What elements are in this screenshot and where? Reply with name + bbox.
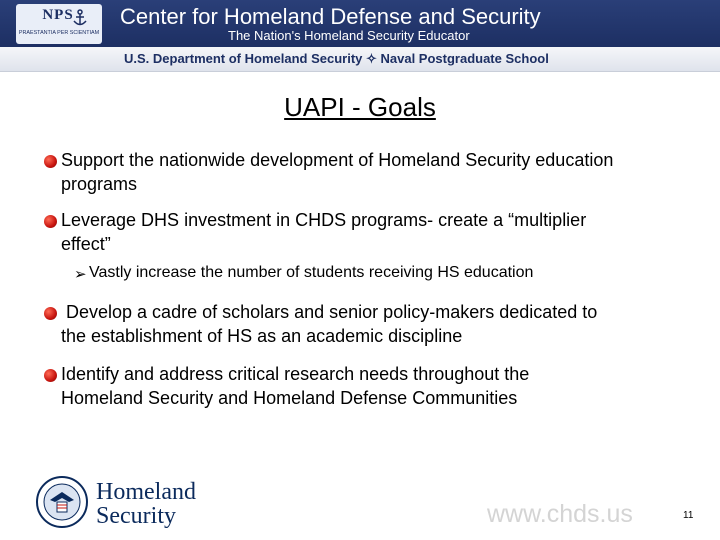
bullet-icon — [44, 155, 57, 168]
bullet-1-line-2: programs — [61, 174, 138, 194]
bullet-text-3 — [61, 300, 701, 348]
bullet-2-line-1: Leverage DHS investment in CHDS programs- create a “multiplier — [61, 210, 587, 230]
bullet-icon — [44, 369, 57, 382]
dhs-wordmark-line-1: Homeland — [96, 479, 196, 505]
slide-title-text: UAPI - Goals — [284, 92, 436, 122]
dhs-seal-icon — [36, 476, 88, 528]
bullet-3-line-1: Develop a cadre of scholars and senior policy-makers dedicated to — [61, 302, 598, 322]
bullet-text-1 — [61, 148, 701, 196]
page-number: 11 — [683, 510, 694, 521]
bullet-1-line-1: Support the nationwide development of Homeland Security education — [61, 150, 614, 170]
bullet-4-line-1: Identify and address critical research needs throughout the — [61, 364, 530, 384]
arrow-icon: ➢ — [74, 266, 87, 283]
slide-title — [0, 92, 720, 123]
nps-logo-text: NPS — [42, 7, 74, 23]
bullet-text-4 — [61, 362, 701, 410]
sub-bullet-text: Vastly increase the number of students receiving HS education — [89, 264, 534, 281]
header-title: Center for Homeland Defense and Security — [120, 4, 541, 29]
dhs-wordmark — [96, 480, 196, 528]
bullet-text-2 — [61, 208, 701, 256]
anchor-icon — [70, 8, 90, 28]
bullet-4-line-2: Homeland Security and Homeland Defense Communities — [61, 388, 518, 408]
bullet-icon — [44, 215, 57, 228]
subheader-text: U.S. Department of Homeland Security ✧ Naval Postgraduate School — [124, 51, 549, 66]
nps-logo-motto: PRAESTANTIA PER SCIENTIAM — [18, 30, 100, 36]
bullet-icon — [44, 307, 57, 320]
bullet-2-line-2: effect” — [61, 234, 111, 254]
website-url: www.chds.us — [487, 500, 633, 528]
bullet-3-line-2: the establishment of HS as an academic discipline — [61, 326, 463, 346]
dhs-wordmark-line-2: Security — [96, 503, 176, 529]
header-subtitle: The Nation's Homeland Security Educator — [228, 28, 470, 43]
